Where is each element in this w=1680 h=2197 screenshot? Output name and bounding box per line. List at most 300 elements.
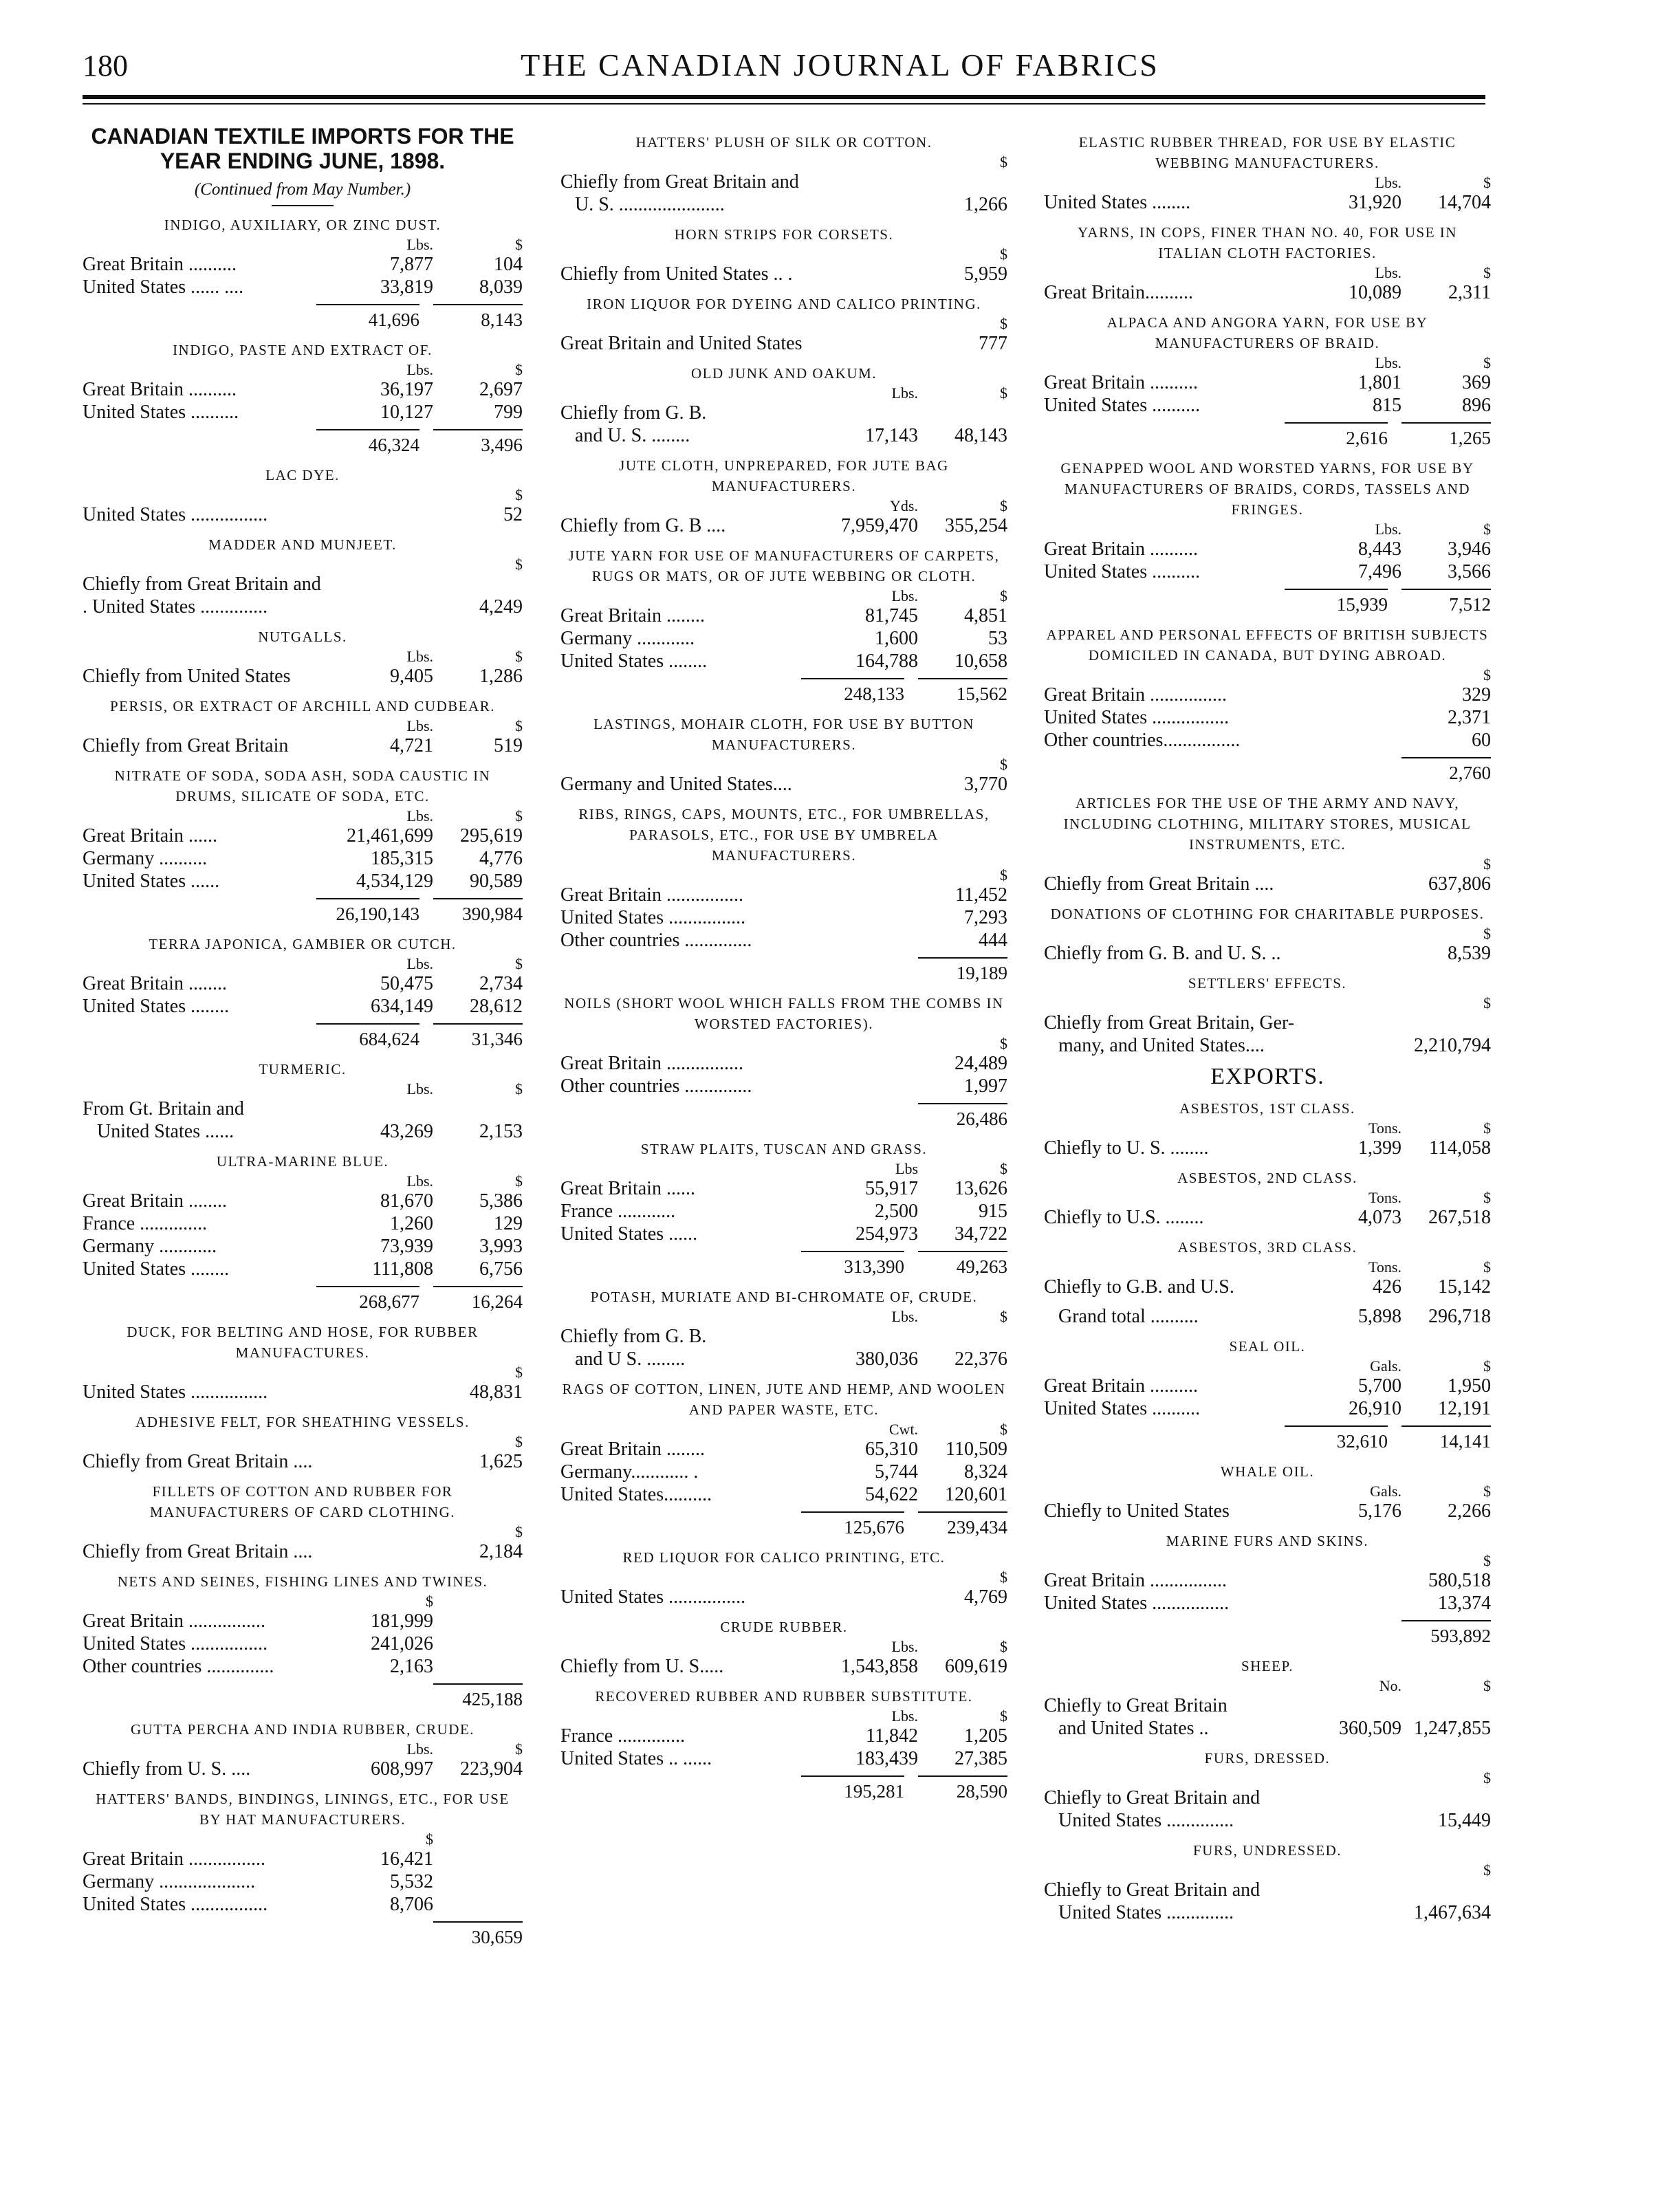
table-row (83, 595, 523, 618)
total-quantity: 684,624 (316, 1023, 419, 1051)
row-value: 53 (988, 628, 1007, 649)
total-quantity: 26,190,143 (316, 898, 419, 926)
row-value: 13,626 (954, 1178, 1007, 1199)
unit-label: Lbs. (406, 1740, 433, 1758)
row-label: Chiefly from United States (83, 666, 291, 687)
unit-label: $ (1000, 1568, 1007, 1586)
units-row (1044, 1259, 1491, 1276)
section-heading: JUTE YARN FOR USE OF MANUFACTURERS OF CARPETS, RUGS OR MATS, OR OF JUTE WEBBING OR CLOTH. (568, 547, 1000, 584)
unit-label (815, 756, 918, 773)
table-row (560, 884, 1007, 906)
row-label: Great Britain ........ (560, 1439, 705, 1460)
row-value: 223,904 (460, 1758, 523, 1780)
total-value: 2,760 (1401, 757, 1491, 785)
section-total (83, 429, 523, 457)
row-label: Chiefly from Great Britain .... (83, 1541, 313, 1562)
units-row (83, 1741, 523, 1758)
row-quantity: 2,163 (390, 1656, 433, 1677)
section-heading: TURMERIC. (259, 1061, 347, 1078)
table-row (83, 1893, 523, 1916)
unit-label (330, 556, 433, 573)
row-value: 12,191 (1438, 1398, 1491, 1419)
units-row (1044, 1483, 1491, 1500)
row-quantity: 73,939 (380, 1236, 433, 1257)
table-row (560, 929, 1007, 952)
unit-label (815, 154, 918, 171)
unit-label: $ (515, 1172, 523, 1190)
section-total (560, 1103, 1007, 1130)
row-value: 1,205 (964, 1725, 1007, 1747)
section-total (83, 304, 523, 331)
table-row (1044, 1500, 1491, 1522)
table-row (560, 1052, 1007, 1075)
row-label: Chiefly to U.S. ........ (1044, 1207, 1204, 1228)
units-row (1044, 265, 1491, 281)
row-label: United States .............. (1044, 1902, 1234, 1923)
table-row (83, 253, 523, 276)
units-spacer (560, 1036, 815, 1052)
row-label: Chiefly from G. B. and U. S. .. (1044, 943, 1281, 964)
section-heading: PERSIS, OR EXTRACT OF ARCHILL AND CUDBEAR. (109, 698, 496, 714)
row-value: 15,449 (1438, 1810, 1491, 1831)
section-heading: POTASH, MURIATE AND BI-CHROMATE OF, CRUDE. (590, 1289, 978, 1305)
unit-label: $ (1000, 497, 1007, 514)
units-spacer (1044, 265, 1298, 281)
section-heading: DUCK, FOR BELTING AND HOSE, FOR RUBBER MANUFACTURES. (127, 1324, 479, 1361)
units-row (83, 1081, 523, 1097)
unit-label: $ (1483, 1861, 1491, 1879)
row-value: 1,247,855 (1414, 1718, 1491, 1739)
row-value: 369 (1462, 372, 1491, 393)
unit-label: Lbs. (406, 807, 433, 824)
total-value: 3,496 (433, 429, 523, 457)
section-total (1044, 757, 1491, 785)
unit-label (1298, 1770, 1401, 1786)
row-label: Great Britain ................ (1044, 1570, 1227, 1591)
row-label: United States ................ (83, 1894, 268, 1915)
total-quantity: 313,390 (801, 1251, 904, 1278)
unit-label: $ (515, 1433, 523, 1450)
total-value: 19,189 (918, 957, 1007, 985)
section-total (1044, 1620, 1491, 1648)
unit-label: $ (1000, 1035, 1007, 1052)
total-value: 390,984 (433, 898, 523, 926)
row-label: United States .......... (1044, 1398, 1201, 1419)
section-heading: RECOVERED RUBBER AND RUBBER SUBSTITUTE. (595, 1688, 973, 1705)
row-quantity: 81,745 (865, 605, 918, 626)
table-row (1044, 191, 1491, 214)
table-row (83, 1212, 523, 1235)
unit-label (330, 1524, 433, 1540)
unit-label: $ (1000, 384, 1007, 402)
units-spacer (83, 648, 330, 665)
table-row (1044, 1375, 1491, 1397)
row-quantity: 815 (1373, 395, 1401, 416)
units-spacer (83, 1524, 330, 1540)
row-value: 13,374 (1438, 1593, 1491, 1614)
table-row (83, 1848, 523, 1870)
row-label: Other countries .............. (83, 1656, 274, 1677)
row-value: 777 (979, 333, 1007, 354)
table-row (83, 1258, 523, 1280)
unit-label: $ (515, 807, 523, 824)
unit-label: $ (1483, 1357, 1491, 1375)
table-row (560, 1200, 1007, 1223)
grand-total-label: Grand total .......... (1044, 1306, 1199, 1327)
table-row (1044, 873, 1491, 895)
title-rule (272, 205, 334, 206)
units-row (560, 316, 1007, 332)
table-row (83, 1655, 523, 1678)
row-quantity: 254,973 (855, 1223, 918, 1245)
row-value: 129 (494, 1213, 523, 1234)
units-row (1044, 175, 1491, 191)
total-value: 1,265 (1401, 422, 1491, 450)
row-value: 444 (979, 930, 1007, 951)
table-row (83, 1450, 523, 1473)
row-quantity: 1,543,858 (841, 1656, 918, 1677)
column-3 (1044, 124, 1491, 1924)
row-quantity: 181,999 (371, 1610, 433, 1632)
units-row (560, 867, 1007, 884)
row-value: 60 (1472, 730, 1491, 751)
row-label: United States .......... (1044, 561, 1201, 582)
table-row (560, 604, 1007, 627)
table-row (1044, 1901, 1491, 1924)
row-quantity: 7,959,470 (841, 515, 918, 536)
total-quantity: 248,133 (801, 678, 904, 706)
table-row (560, 1725, 1007, 1747)
unit-label: No. (1379, 1677, 1401, 1694)
units-spacer (1044, 1678, 1298, 1694)
row-label: Chiefly from United States .. . (560, 263, 793, 285)
section-total (560, 678, 1007, 706)
row-label: Great Britain ........ (83, 973, 227, 994)
row-value: 8,539 (1448, 943, 1491, 964)
total-value: 15,562 (918, 678, 1007, 706)
unit-label: $ (1483, 925, 1491, 942)
grand-total-row (1044, 1305, 1491, 1328)
unit-label: $ (1483, 1677, 1491, 1694)
units-row (1044, 856, 1491, 873)
table-row (1044, 538, 1491, 560)
unit-label: Tons. (1368, 1189, 1401, 1206)
total-value: 7,512 (1401, 589, 1491, 616)
section-total (83, 898, 523, 926)
row-value: 799 (494, 402, 523, 423)
row-quantity: 8,443 (1358, 538, 1401, 560)
units-row (560, 1036, 1007, 1052)
row-value: 915 (979, 1201, 1007, 1222)
row-label: United States .......... (1044, 395, 1201, 416)
table-row (83, 276, 523, 298)
section-heading: ASBESTOS, 3RD CLASS. (1177, 1239, 1357, 1256)
row-value: 4,249 (479, 596, 523, 617)
row-value: 295,619 (460, 825, 523, 846)
row-label: Great Britain ........ (560, 605, 705, 626)
row-value: 90,589 (470, 871, 523, 892)
unit-label: Cwt. (888, 1421, 918, 1438)
unit-label: $ (1483, 1189, 1491, 1206)
row-label: Chiefly from Great Britain, Ger- (1044, 1012, 1295, 1034)
table-row (1044, 1717, 1491, 1740)
row-value: 6,756 (479, 1258, 523, 1280)
section-heading: ARTICLES FOR THE USE OF THE ARMY AND NAVY, INCLUDING CLOTHING, MILITARY STORES, MUSICAL INSTRUMENTS, ETC. (1063, 795, 1472, 853)
header-rule-thin (83, 103, 1485, 105)
section-heading: INDIGO, PASTE AND EXTRACT OF. (173, 342, 433, 358)
units-row (560, 1309, 1007, 1325)
row-value: 1,467,634 (1414, 1902, 1491, 1923)
total-value: 31,346 (433, 1023, 523, 1051)
row-quantity: 10,089 (1349, 282, 1401, 303)
row-quantity: 16,421 (380, 1848, 433, 1870)
unit-label: $ (1000, 866, 1007, 884)
column-2 (560, 124, 1007, 1803)
total-quantity: 32,610 (1285, 1425, 1388, 1453)
row-value: 14,704 (1438, 192, 1491, 213)
section-heading: MADDER AND MUNJEET. (208, 536, 397, 553)
row-quantity: 43,269 (380, 1121, 433, 1142)
row-label: United States ........ (83, 1258, 230, 1280)
units-row (1044, 1358, 1491, 1375)
units-row (1044, 1120, 1491, 1137)
section-heading: OLD JUNK AND OAKUM. (691, 365, 877, 382)
row-label: Chiefly from Great Britain .... (83, 1451, 313, 1472)
units-spacer (560, 385, 815, 402)
row-label: many, and United States.... (1044, 1035, 1265, 1056)
row-value: 2,371 (1448, 707, 1491, 728)
units-spacer (83, 1173, 330, 1190)
row-label: Great Britain .......... (1044, 372, 1198, 393)
section-heading: ASBESTOS, 1ST CLASS. (1179, 1100, 1355, 1117)
row-value: 1,625 (479, 1451, 523, 1472)
unit-label: $ (1000, 587, 1007, 604)
row-label: and U S. ........ (560, 1348, 686, 1370)
section-heading: ASBESTOS, 2ND CLASS. (1177, 1170, 1357, 1186)
units-spacer (560, 498, 815, 514)
journal-title: THE CANADIAN JOURNAL OF FABRICS (521, 47, 1159, 83)
total-quantity: 268,677 (316, 1286, 419, 1313)
table-row (560, 650, 1007, 673)
section-heading: ELASTIC RUBBER THREAD, FOR USE BY ELASTIC WEBBING MANUFACTURERS. (1078, 134, 1457, 171)
section-heading: LASTINGS, MOHAIR CLOTH, FOR USE BY BUTTON MANUFACTURERS. (593, 716, 974, 753)
table-row (83, 824, 523, 847)
row-quantity: 50,475 (380, 973, 433, 994)
unit-label (433, 1831, 523, 1848)
row-value: 3,770 (964, 774, 1007, 795)
section-total (83, 1023, 523, 1051)
row-quantity: 17,143 (865, 425, 918, 446)
table-row (560, 263, 1007, 285)
table-row (560, 1348, 1007, 1370)
table-row (1044, 1694, 1491, 1717)
units-spacer (1044, 1190, 1298, 1206)
row-quantity: 26,910 (1349, 1398, 1401, 1419)
units-row (560, 756, 1007, 773)
section-heading: ADHESIVE FELT, FOR SHEATHING VESSELS. (135, 1414, 470, 1430)
section-heading: ULTRA-MARINE BLUE. (216, 1153, 389, 1170)
section-heading: NETS AND SEINES, FISHING LINES AND TWINES. (117, 1573, 488, 1590)
section-heading: FILLETS OF COTTON AND RUBBER FOR MANUFACTURERS OF CARD CLOTHING. (150, 1483, 455, 1520)
row-value: 5,386 (479, 1190, 523, 1212)
section-heading: GUTTA PERCHA AND INDIA RUBBER, CRUDE. (130, 1721, 475, 1738)
unit-label (815, 1036, 918, 1052)
units-spacer (560, 154, 815, 171)
units-row (1044, 926, 1491, 942)
row-value: 8,039 (479, 276, 523, 298)
row-value: 4,851 (964, 605, 1007, 626)
section-total (1044, 589, 1491, 616)
row-value: 24,489 (954, 1053, 1007, 1074)
units-spacer (1044, 995, 1298, 1012)
row-label: Chiefly to G.B. and U.S. (1044, 1276, 1234, 1298)
section-total (83, 1921, 523, 1949)
unit-label: $ (515, 1740, 523, 1758)
row-label: . United States .............. (83, 596, 268, 617)
row-value: 355,254 (945, 515, 1007, 536)
table-row (1044, 1012, 1491, 1034)
row-quantity: 11,842 (866, 1725, 918, 1747)
section-heading: ALPACA AND ANGORA YARN, FOR USE BY MANUFACTURERS OF BRAID. (1106, 314, 1428, 351)
section-total (1044, 422, 1491, 450)
row-value: 2,184 (479, 1541, 523, 1562)
row-value: 10,658 (954, 651, 1007, 672)
total-value: 593,892 (1401, 1620, 1491, 1648)
row-quantity: 36,197 (380, 379, 433, 400)
row-value: 896 (1462, 395, 1491, 416)
row-quantity: 5,532 (390, 1871, 433, 1892)
units-row (83, 1524, 523, 1540)
unit-label: $ (426, 1830, 433, 1848)
row-value: 3,566 (1448, 561, 1491, 582)
units-row (560, 154, 1007, 171)
table-row (560, 332, 1007, 355)
unit-label: Gals. (1370, 1357, 1401, 1375)
table-row (83, 401, 523, 424)
table-row (560, 1483, 1007, 1506)
units-spacer (83, 1081, 330, 1097)
section-heading: HORN STRIPS FOR CORSETS. (674, 226, 894, 243)
unit-label: $ (515, 1364, 523, 1381)
units-spacer (560, 756, 815, 773)
section-heading: MARINE FURS AND SKINS. (1166, 1533, 1369, 1549)
unit-label: $ (515, 1523, 523, 1540)
unit-label: $ (515, 236, 523, 253)
units-spacer (83, 237, 330, 253)
unit-label: $ (426, 1593, 433, 1610)
units-spacer (1044, 1120, 1298, 1137)
row-quantity: 380,036 (855, 1348, 918, 1370)
units-spacer (83, 1593, 330, 1610)
row-label: Great Britain ...... (560, 1178, 695, 1199)
table-row (83, 573, 523, 595)
units-spacer (560, 1161, 815, 1177)
unit-label: $ (1483, 521, 1491, 538)
row-label: United States .............. (1044, 1810, 1234, 1831)
section-total (560, 1775, 1007, 1803)
unit-label: Lbs. (406, 717, 433, 734)
row-quantity: 1,260 (390, 1213, 433, 1234)
unit-label: Lbs. (406, 361, 433, 378)
section-heading: SETTLERS' EFFECTS. (1188, 975, 1347, 992)
table-row (1044, 281, 1491, 304)
total-value: 16,264 (433, 1286, 523, 1313)
units-spacer (560, 867, 815, 884)
section-heading: WHALE OIL. (1220, 1463, 1315, 1480)
row-label: Germany ............ (560, 628, 695, 649)
units-row (83, 556, 523, 573)
row-label: United States.......... (560, 1484, 712, 1505)
unit-label: $ (515, 361, 523, 378)
row-label: Great Britain ................ (83, 1610, 265, 1632)
table-row (1044, 1569, 1491, 1592)
row-label: From Gt. Britain and (83, 1098, 244, 1119)
continued-note: (Continued from May Number.) (194, 180, 411, 199)
unit-label: $ (1000, 153, 1007, 171)
unit-label (1298, 1553, 1401, 1569)
row-quantity: 164,788 (855, 651, 918, 672)
units-spacer (1044, 521, 1298, 538)
row-value: 3,946 (1448, 538, 1491, 560)
row-label: United States ...... (83, 871, 220, 892)
table-row (560, 1586, 1007, 1608)
total-value: 49,263 (918, 1251, 1007, 1278)
unit-label: Lbs. (406, 1080, 433, 1097)
total-quantity: 2,616 (1285, 422, 1388, 450)
row-label: Other countries................ (1044, 730, 1241, 751)
row-label: and United States .. (1044, 1718, 1209, 1739)
table-row (1044, 729, 1491, 752)
section-heading: DONATIONS OF CLOTHING FOR CHARITABLE PURPOSES. (1050, 906, 1485, 922)
row-value: 1,286 (479, 666, 523, 687)
row-quantity: 31,920 (1349, 192, 1401, 213)
row-label: United States ................ (1044, 1593, 1230, 1614)
row-value: 48,831 (470, 1381, 523, 1403)
units-row (560, 246, 1007, 263)
row-label: Chiefly from U. S. .... (83, 1758, 251, 1780)
unit-label: Lbs. (406, 1172, 433, 1190)
row-label: Great Britain ................ (83, 1848, 265, 1870)
row-label: United States ................ (1044, 707, 1230, 728)
row-quantity: 4,721 (390, 735, 433, 756)
row-quantity: 1,600 (875, 628, 918, 649)
row-value: 52 (503, 504, 523, 525)
units-spacer (1044, 667, 1298, 684)
row-quantity: 9,405 (390, 666, 433, 687)
unit-label: $ (1483, 994, 1491, 1012)
row-quantity: 426 (1373, 1276, 1401, 1298)
row-value: 15,142 (1438, 1276, 1491, 1298)
table-row (560, 193, 1007, 216)
row-label: United States ................ (83, 1633, 268, 1654)
unit-label: $ (1000, 1160, 1007, 1177)
units-spacer (560, 316, 815, 332)
total-quantity (316, 1921, 419, 1949)
unit-label: Lbs. (1375, 354, 1401, 371)
units-row (83, 1173, 523, 1190)
unit-label: $ (1483, 1552, 1491, 1569)
row-quantity: 55,917 (865, 1178, 918, 1199)
unit-label: Lbs. (1375, 174, 1401, 191)
units-row (1044, 995, 1491, 1012)
units-spacer (1044, 1358, 1298, 1375)
table-row (83, 1610, 523, 1632)
units-row (560, 1639, 1007, 1655)
units-row (560, 1708, 1007, 1725)
table-row (1044, 1397, 1491, 1420)
row-label: Chiefly from U. S..... (560, 1656, 724, 1677)
section-heading: JUTE CLOTH, UNPREPARED, FOR JUTE BAG MANUFACTURERS. (619, 457, 949, 494)
